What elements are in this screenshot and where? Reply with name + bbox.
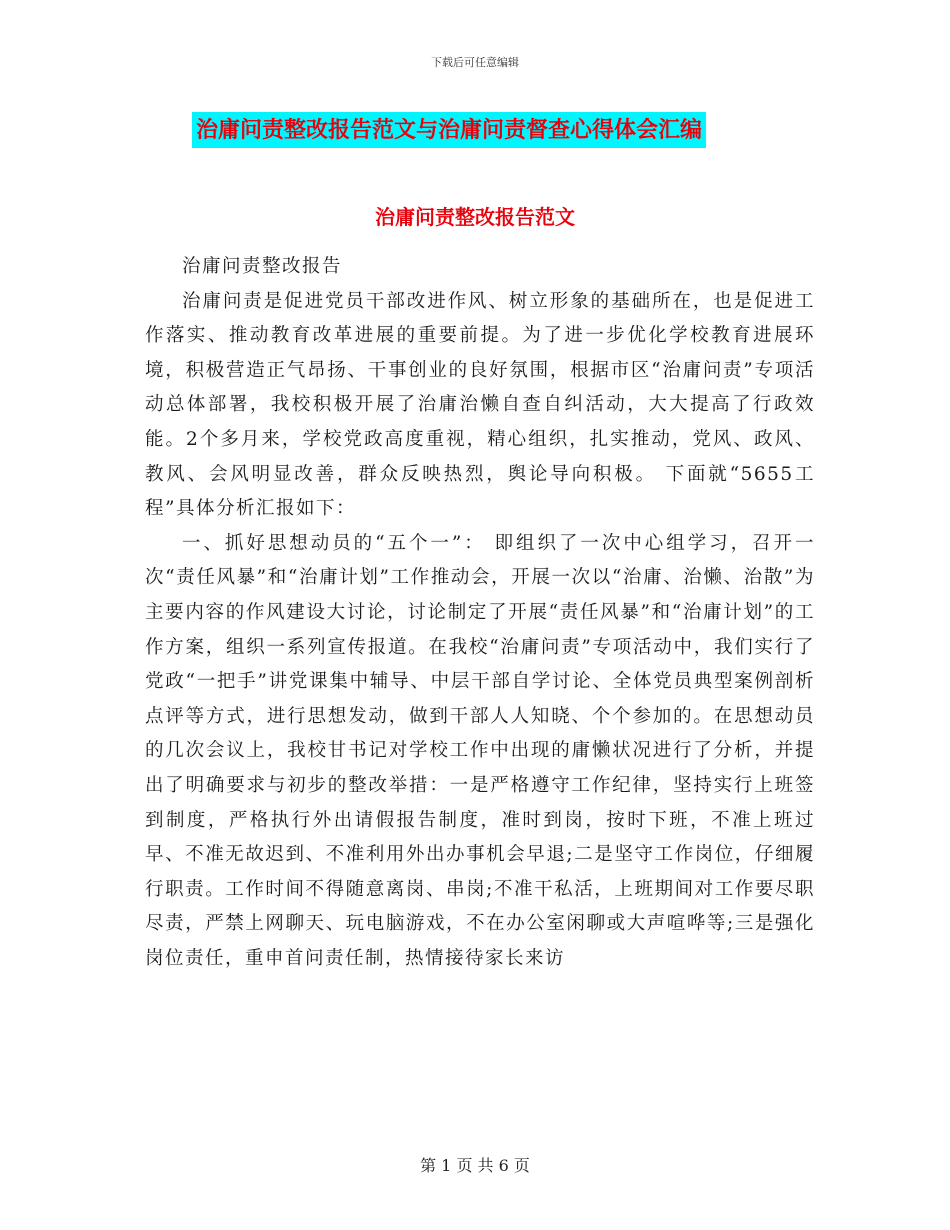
page-header-note: 下载后可任意编辑 xyxy=(431,56,519,69)
document-title: 治庸问责整改报告范文与治庸问责督查心得体会汇编 xyxy=(192,112,706,148)
body-paragraph: 治庸问责是促进党员干部改进作风、树立形象的基础所在，也是促进工作落实、推动教育改革进展的重要前提。为了进一步优化学校教育进展环境，积极营造正气昂扬、干事创业的良好氛围，根据市区“治庸问责”专项活动总体部署，我校积极开展了治庸治懒自查自纠活动，大大提高了行政效能。2个多月来，学校党政高度重视，精心组织，扎实推动，党风、政风、教风、会风明显改善，群众反映热烈，舆论导向积极。 下面就“5655工程”具体分析汇报如下： xyxy=(145,290,815,520)
section-title: 治庸问责整改报告范文 xyxy=(375,205,575,229)
body-paragraph: 一、抓好思想动员的“五个一”： 即组织了一次中心组学习，召开一次“责任风暴”和“治庸计划”工作推动会，开展一次以“治庸、治懒、治散”为主要内容的作风建设大讨论，讨论制定了开展“责任风暴”和“治庸计划”的工作方案，组织一系列宣传报道。在我校“治庸问责”专项活动中，我们实行了党政“一把手”讲党课集中辅导、中层干部自学讨论、全体党员典型案例剖析点评等方式，进行思想发动，做到干部人人知晓、个个参加的。在思想动员的几次会议上，我校甘书记对学校工作中出现的庸懒状况进行了分析，并提出了明确要求与初步的整改举措：一是严格遵守工作纪律，坚持实行上班签到制度，严格执行外出请假报告制度，准时到岗，按时下班，不准上班过早、不准无故迟到、不准利用外出办事机会早退;二是坚守工作岗位，仔细履行职责。工作时间不得随意离岗、串岗;不准干私活，上班期间对工作要尽职尽责，严禁上网聊天、玩电脑游戏，不在办公室闲聊或大声喧哗等;三是强化岗位责任，重申首问责任制，热情接待家长来访 xyxy=(145,532,815,969)
page-number-footer: 第 1 页 共 6 页 xyxy=(420,1156,530,1175)
document-body xyxy=(145,250,815,976)
body-paragraph-heading: 治庸问责整改报告 xyxy=(182,256,343,277)
